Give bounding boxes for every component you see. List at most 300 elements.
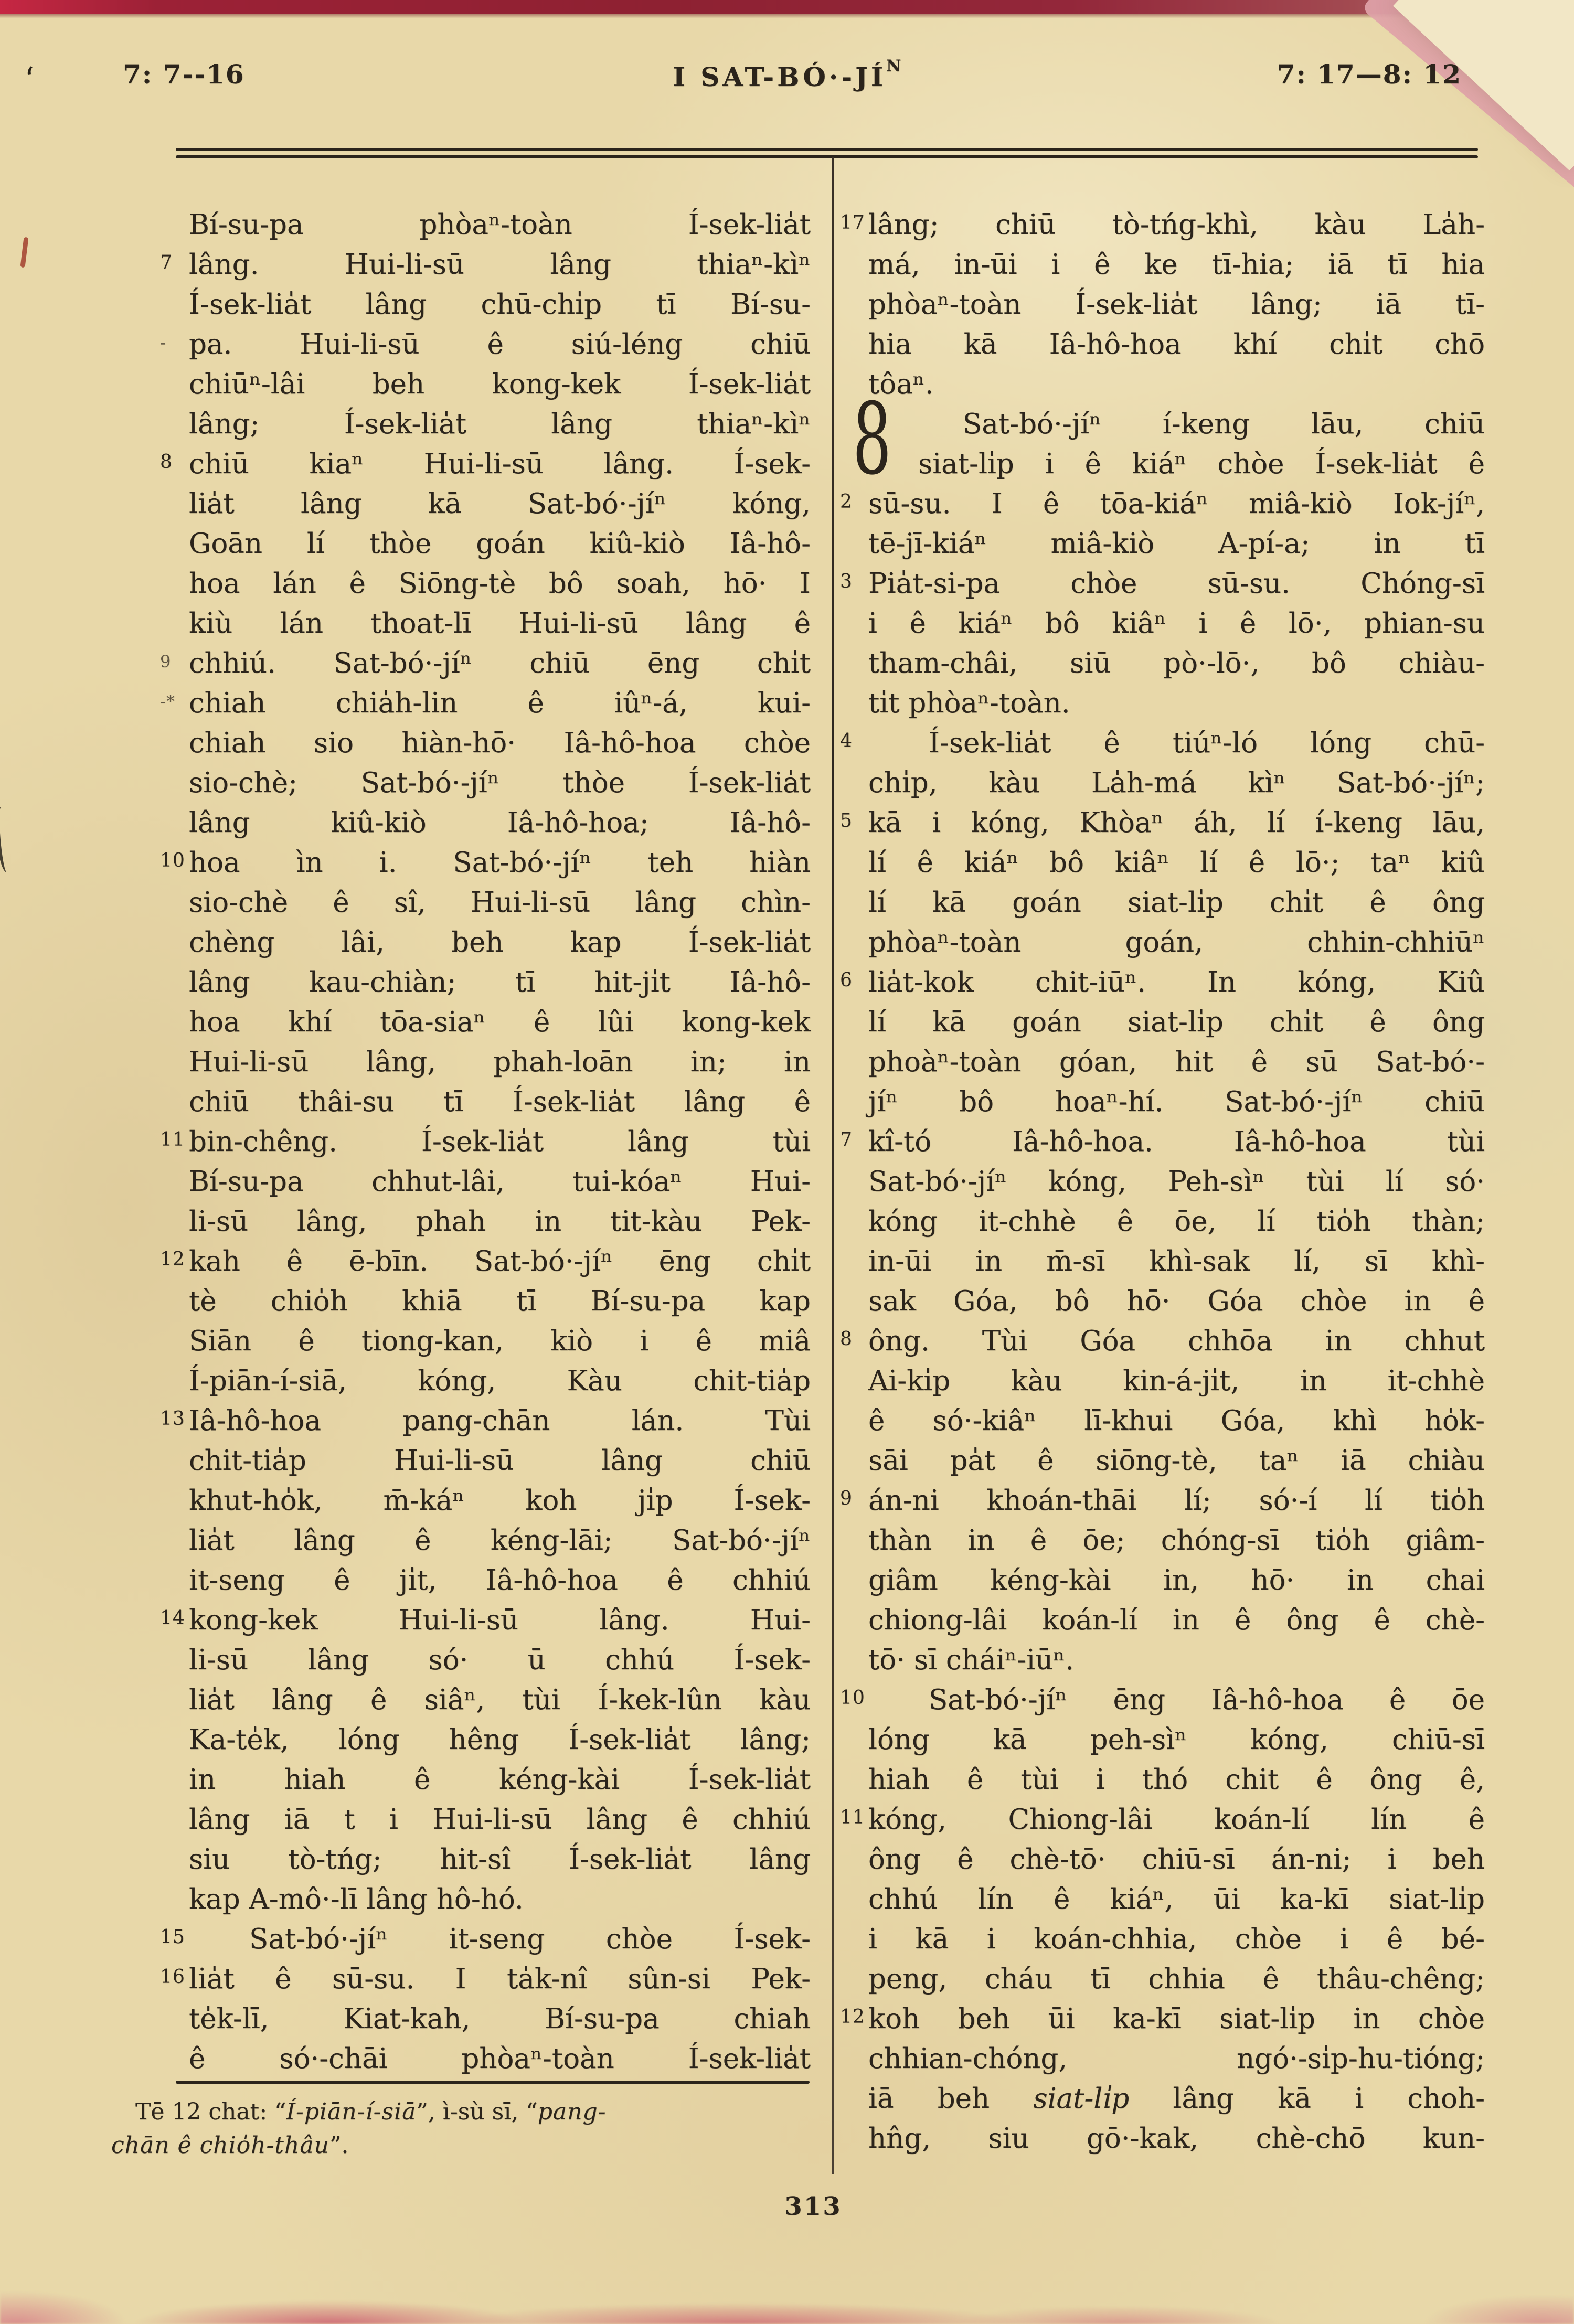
text-line [837,1721,1485,1761]
verse-number [837,684,868,689]
verse-number: 10 [840,1687,865,1709]
verse-text: chhiú. Sat-bó·-jíⁿ chiū ēng chi̍t [189,647,811,679]
verse-text: peng, cháu tī chhia ê thâu-chêng; [868,1963,1485,1995]
text-line [837,1521,1485,1561]
text-line [139,2000,811,2040]
verse-text: hn̂g, siu gō·-kak, chè-chō kun- [868,2123,1485,2155]
header-verse-range-right: 7: 17—8: 12 [1277,59,1462,90]
verse-number [837,1561,868,1566]
verse-text: hia kā Iâ-hô-hoa khí chi̍t chō [868,328,1485,360]
text-line [837,246,1485,285]
verse-number [837,1282,868,1287]
verse-number [837,325,868,331]
verse-number [837,1163,868,1168]
verse-text: chhian-chóng, ngó·-si̍p-hu-tióng; [868,2043,1485,2075]
text-line [139,1043,811,1083]
verse-text: phòaⁿ-toàn Í-sek-lia̍t lâng; iā tī- [868,289,1485,321]
verse-text: lia̍t lâng ê kéng-lāi; Sat-bó·-jíⁿ [189,1525,811,1557]
chapter-number-8: 8 [853,382,892,497]
verse-text: iā beh siat-li̍p lâng kā i choh- [868,2083,1485,2115]
verse-text: kong-kek Hui-li-sū lâng. Hui- [189,1604,811,1636]
verse-text: kî-tó Iâ-hô-hoa. Iâ-hô-hoa tùi [868,1126,1485,1158]
verse-text: chiong-lâi koán-lí in ê ông ê chè- [868,1604,1485,1636]
verse-text: Siān ê tiong-kan, kiò i ê miâ [189,1325,811,1357]
text-line [837,1761,1485,1800]
text-line [837,1960,1485,2000]
scan-artifact-edge-curve [0,806,14,873]
verse-number [837,1880,868,1885]
header-double-rule [176,148,1478,158]
verse-number [837,1242,868,1248]
text-line [139,1362,811,1402]
verse-text: hiah ê tùi i thó chit ê ông ê, [868,1764,1485,1796]
verse-number [139,883,189,889]
verse-number: 9 [160,652,172,671]
text-line [837,1362,1485,1402]
verse-number [837,1362,868,1367]
text-line [139,1282,811,1322]
verse-text: Sat-bó·-jíⁿ ēng Iâ-hô-hoa ê ōe [929,1684,1485,1716]
text-line [139,1202,811,1242]
text-line [837,1242,1485,1282]
text-line [139,724,811,764]
text-line [837,1561,1485,1601]
verse-text: chhú lín ê kiáⁿ, ūi ka-kī siat-li̍p [868,1883,1485,1915]
verse-text: chiū thâi-su tī Í-sek-lia̍t lâng ê [189,1086,811,1118]
text-line [139,1521,811,1561]
text-line [139,1840,811,1880]
verse-number [837,1202,868,1208]
text-line [837,1282,1485,1322]
text-line [139,923,811,963]
verse-text: hoa khí tōa-siaⁿ ê lûi kong-kek [189,1006,811,1038]
text-line [139,1920,811,1960]
verse-number [139,564,189,570]
text-line [139,206,811,246]
text-line [837,883,1485,923]
text-line [837,1481,1485,1521]
verse-number: -* [160,691,175,711]
verse-text: lia̍t-kok chit-iūⁿ. In kóng, Kiû [868,966,1485,998]
scan-artifact-mark: ‘ [22,60,39,101]
verse-text: hoa ìn i. Sat-bó·-jíⁿ teh hiàn [189,847,811,879]
verse-text: Í-sek-lia̍t lâng chū-chi̍p tī Bí-su- [189,289,811,321]
verse-text: Hui-li-sū lâng, phah-loān in; in [189,1046,811,1078]
text-line [139,325,811,365]
text-line [837,684,1485,724]
verse-number: - [160,333,166,353]
text-line [139,684,811,724]
verse-number: 2 [840,491,853,513]
verse-number [139,1083,189,1088]
text-line [139,1242,811,1282]
verse-text: siu tò-tńg; hit-sî Í-sek-lia̍t lâng [189,1843,811,1875]
text-line [837,963,1485,1003]
verse-text: án-ni khoán-thāi lí; só·-í lí tio̍h [868,1485,1485,1517]
verse-text: chèng lâi, beh kap Í-sek-lia̍t [189,926,811,958]
text-line [139,1681,811,1721]
verse-text: bin-chêng. Í-sek-lia̍t lâng tùi [189,1126,811,1158]
verse-number [139,1003,189,1008]
verse-text: lóng kā peh-sìⁿ kóng, chiū-sī [868,1724,1485,1756]
verse-text: Bí-su-pa phòaⁿ-toàn Í-sek-lia̍t [189,209,811,241]
verse-text: lâng kau-chiàn; tī hit-ji̍t Iâ-hô- [189,966,811,998]
verse-number [139,1481,189,1487]
verse-text: it-seng ê ji̍t, Iâ-hô-hoa ê chhiú [189,1564,811,1596]
verse-number [139,923,189,929]
text-line [837,365,1485,405]
text-line [837,206,1485,246]
text-line [837,525,1485,564]
verse-text: ê só·-kiâⁿ lī-khui Góa, khì ho̍k- [868,1405,1485,1437]
text-line [837,1322,1485,1362]
verse-number [837,1960,868,1965]
page-number: 313 [784,2192,842,2221]
text-line [139,883,811,923]
text-line [139,1721,811,1761]
verse-number: 6 [840,969,853,991]
verse-text: ê só·-chāi phòaⁿ-toàn Í-sek-lia̍t [189,2043,811,2075]
verse-number [139,804,189,809]
text-line [837,1681,1485,1721]
text-line [837,405,1485,445]
verse-text: chiah sio hiàn-hō· Iâ-hô-hoa chòe [189,727,811,759]
verse-number [139,2040,189,2045]
text-line [837,1601,1485,1641]
verse-text: sū-su. I ê tōa-kiáⁿ miâ-kiò Iok-jíⁿ, [868,488,1485,520]
verse-number [837,2080,868,2085]
text-line [837,2080,1485,2119]
footnote-rule [176,2081,810,2084]
verse-text: khut-ho̍k, m̄-káⁿ koh ji̍p Í-sek- [189,1485,811,1517]
footnote-line: Tē 12 chat: “Í-piān-í-siā”, ì-sù sī, “pang- [135,2098,607,2125]
verse-text: sāi pa̍t ê siōng-tè, taⁿ iā chiàu [868,1445,1485,1477]
verse-text: ti̍t phòaⁿ-toàn. [868,687,1070,719]
verse-number [837,844,868,849]
verse-number [837,883,868,889]
verse-text: tham-châi, siū pò·-lō·, bô chiàu- [868,647,1485,679]
text-line [837,923,1485,963]
text-line [139,1761,811,1800]
text-line [139,2040,811,2080]
verse-text: lâng iā t i Hui-li-sū lâng ê chhiú [189,1804,811,1836]
verse-number: 8 [840,1328,853,1350]
verse-number [139,1880,189,1885]
verse-number [837,1442,868,1447]
text-line [139,1481,811,1521]
book-title-text: I SAT-BÓ·-JÍ [673,61,887,92]
rule-line [176,155,1478,158]
verse-number [837,764,868,769]
text-line [139,1322,811,1362]
verse-number [139,1840,189,1846]
footnote-line: chān ê chio̍h-thâu”. [111,2132,349,2159]
text-line [837,844,1485,883]
verse-text: sio-chè ê sî, Hui-li-sū lâng chìn- [189,887,811,919]
verse-number [139,1681,189,1686]
text-line [837,1402,1485,1442]
scan-artifact-red-tick [20,237,28,268]
verse-number [139,1761,189,1766]
verse-number: 7 [160,252,173,273]
text-line [139,1960,811,2000]
verse-text: Í-sek-lia̍t ê tiúⁿ-ló lóng chū- [929,727,1485,759]
text-line [139,285,811,325]
verse-number [139,1163,189,1168]
verse-text: Goān lí thòe goán kiû-kiò Iâ-hô- [189,528,811,560]
verse-number [837,1043,868,1048]
left-text-column [139,206,811,2080]
verse-number [139,963,189,968]
book-title-superscript: N [886,57,901,76]
verse-text: lâng. Hui-li-sū lâng thiaⁿ-kìⁿ [189,249,811,281]
verse-number [837,246,868,251]
right-text-column [837,206,1485,2159]
verse-number: 15 [160,1926,185,1948]
verse-text: pa. Hui-li-sū ê siú-léng chiū [189,328,811,360]
text-line [139,604,811,644]
verse-number [837,1083,868,1088]
text-line [837,1083,1485,1123]
verse-text: sak Góa, bô hō· Góa chòe in ê [868,1285,1485,1317]
verse-text: Bí-su-pa chhut-lâi, tui-kóaⁿ Hui- [189,1166,811,1198]
verse-text: li-sū lâng só· ū chhú Í-sek- [189,1644,811,1676]
verse-text: chi̍p, kàu La̍h-má kìⁿ Sat-bó·-jíⁿ; [868,767,1485,799]
text-line [139,564,811,604]
verse-text: kah ê ē-bīn. Sat-bó·-jíⁿ ēng chi̍t [189,1245,811,1277]
verse-text: chiūⁿ-lâi beh kong-kek Í-sek-lia̍t [189,368,811,400]
text-line [139,1880,811,1920]
verse-number [837,1840,868,1846]
text-line [139,1561,811,1601]
text-line [139,1641,811,1681]
verse-text: jíⁿ bô hoaⁿ-hí. Sat-bó·-jíⁿ chiū [868,1086,1485,1118]
verse-text: lâng; Í-sek-lia̍t lâng thiaⁿ-kìⁿ [189,408,811,440]
text-line [837,1840,1485,1880]
verse-number [837,365,868,370]
verse-number [837,525,868,530]
verse-number [837,1402,868,1407]
verse-text: giâm kéng-kài in, hō· in chai [868,1564,1485,1596]
verse-text: sio-chè; Sat-bó·-jíⁿ thòe Í-sek-lia̍t [189,767,811,799]
text-line [837,724,1485,764]
verse-text: chit-tia̍p Hui-li-sū lâng chiū [189,1445,811,1477]
verse-text: Ka-te̍k, lóng hêng Í-sek-lia̍t lâng; [189,1724,811,1756]
verse-text: Sat-bó·-jíⁿ í-keng lāu, chiū [963,408,1485,440]
text-line [139,1163,811,1202]
verse-number [837,285,868,291]
verse-number [139,1282,189,1287]
verse-number [139,1800,189,1806]
text-line [837,1163,1485,1202]
verse-text: chiah chia̍h-lin ê iûⁿ-á, kui- [189,687,811,719]
verse-text: lia̍t lâng kā Sat-bó·-jíⁿ kóng, [189,488,811,520]
verse-text: ông. Tùi Góa chhōa in chhut [868,1325,1485,1357]
verse-text: tē-jī-kiáⁿ miâ-kiò A-pí-a; in tī [868,528,1485,560]
text-line [837,445,1485,485]
text-line [139,804,811,844]
verse-number: 17 [840,212,865,233]
text-line [139,525,811,564]
verse-number [139,1442,189,1447]
verse-text: lia̍t ê sū-su. I ta̍k-nî sûn-si Pek- [189,1963,811,1995]
text-line [139,1402,811,1442]
text-line [139,1083,811,1123]
verse-number: 9 [840,1488,853,1509]
verse-number [139,525,189,530]
verse-text: in hiah ê kéng-kài Í-sek-lia̍t [189,1764,811,1796]
verse-number [837,2040,868,2045]
verse-number [139,405,189,410]
verse-number [139,1322,189,1327]
verse-text: ông ê chè-tō· chiū-sī án-ni; i beh [868,1843,1485,1875]
verse-number [837,604,868,610]
text-line [139,1601,811,1641]
text-line [139,764,811,804]
verse-number [139,1043,189,1048]
verse-text: tō· sī cháiⁿ-iūⁿ. [868,1644,1074,1676]
text-line [837,604,1485,644]
verse-number [837,1761,868,1766]
verse-number: 3 [840,571,853,592]
verse-text: lâng; chiū tò-tńg-khì, kàu La̍h- [868,209,1485,241]
verse-number [837,1521,868,1527]
verse-number [837,644,868,649]
verse-text: phoàⁿ-toàn góan, hit ê sū Sat-bó·- [868,1046,1485,1078]
verse-number [139,1641,189,1646]
verse-text: hoa lán ê Siōng-tè bô soah, hō· I [189,568,811,600]
verse-text: in-ūi in m̄-sī khì-sak lí, sī khì- [868,1245,1485,1277]
verse-text: Iâ-hô-hoa pang-chān lán. Tùi [189,1405,811,1437]
verse-number [837,1721,868,1726]
verse-number [139,1721,189,1726]
verse-number [139,1561,189,1566]
verse-text: i ê kiáⁿ bô kiâⁿ i ê lō·, phian-su [868,607,1485,639]
text-line [139,485,811,525]
verse-number [139,485,189,490]
verse-text: phòaⁿ-toàn goán, chhin-chhiūⁿ [868,926,1485,958]
verse-number [837,1920,868,1925]
verse-number [837,1641,868,1646]
verse-number: 12 [840,2006,865,2028]
verse-number [837,2119,868,2125]
verse-number: 11 [840,1807,865,1828]
pink-stain-bottom [0,2274,1574,2324]
footnote [111,2095,825,2162]
verse-text: siat-li̍p i ê kiáⁿ chòe Í-sek-lia̍t ê [918,448,1485,480]
text-line [837,325,1485,365]
text-line [837,1800,1485,1840]
text-line [139,246,811,285]
text-line [837,1043,1485,1083]
verse-text: kā i kóng, Khòaⁿ áh, lí í-keng lāu, [868,807,1485,839]
verse-text: Sat-bó·-jíⁿ kóng, Peh-sìⁿ tùi lí só· [868,1166,1485,1198]
text-line [139,365,811,405]
verse-number [837,1003,868,1008]
verse-number: 14 [160,1607,185,1629]
verse-text: lí ê kiáⁿ bô kiâⁿ lí ê lō·; taⁿ kiû [868,847,1485,879]
text-line [837,485,1485,525]
text-line [837,1920,1485,1960]
verse-text: thàn in ê ōe; chóng-sī tio̍h giâm- [868,1525,1485,1557]
text-line [139,405,811,445]
text-line [837,1880,1485,1920]
verse-text: Ai-ki̍p kàu kin-á-ji̍t, in it-chhè [868,1365,1485,1397]
column-divider-rule [832,157,834,2174]
verse-number [139,206,189,211]
text-line [837,1003,1485,1043]
text-line [837,804,1485,844]
text-line [837,1442,1485,1481]
text-line [837,764,1485,804]
verse-text: lí kā goán siat-li̍p chi̍t ê ông [868,1006,1485,1038]
text-line [837,2119,1485,2159]
verse-text: chiū kiaⁿ Hui-li-sū lâng. Í-sek- [189,448,811,480]
text-line [139,1442,811,1481]
verse-number: 4 [840,730,853,752]
verse-text: lí kā goán siat-li̍p chi̍t ê ông [868,887,1485,919]
verse-text: kiù lán thoat-lī Hui-li-sū lâng ê [189,607,811,639]
verse-number [139,724,189,729]
verse-number [139,1362,189,1367]
verse-number: 12 [160,1249,185,1270]
text-line [837,564,1485,604]
verse-number [837,1601,868,1606]
verse-number [139,365,189,370]
verse-text: má, in-ūi i ê ke tī-hia; iā tī hia [868,249,1485,281]
verse-number: 11 [160,1129,185,1150]
verse-number [139,764,189,769]
text-line [837,1202,1485,1242]
verse-number [139,1202,189,1208]
verse-text: koh beh ūi ka-kī siat-li̍p in chòe [868,2003,1485,2035]
verse-text: Sat-bó·-jíⁿ it-seng chòe Í-sek- [249,1923,811,1955]
header-verse-range-left: 7: 7--16 [123,59,245,90]
text-line [837,1641,1485,1681]
verse-text: kóng, Chiong-lâi koán-lí lín ê [868,1804,1485,1836]
verse-text: tè chio̍h khiā tī Bí-su-pa kap [189,1285,811,1317]
verse-text: kap A-mô·-lī lâng hô-hó. [189,1883,524,1915]
text-line [139,963,811,1003]
text-line [837,644,1485,684]
verse-text: lâng kiû-kiò Iâ-hô-hoa; Iâ-hô- [189,807,811,839]
verse-number [139,1521,189,1527]
verse-number [139,604,189,610]
verse-text: i kā i koán-chhia, chòe i ê bé- [868,1923,1485,1955]
text-line [837,2040,1485,2080]
verse-text: lia̍t lâng ê siâⁿ, tùi Í-kek-lûn kàu [189,1684,811,1716]
text-line [139,1800,811,1840]
verse-text: Í-piān-í-siā, kóng, Kàu chit-tia̍p [189,1365,811,1397]
text-line [837,2000,1485,2040]
verse-text: tôaⁿ. [868,368,934,400]
text-line [837,1123,1485,1163]
verse-number: 7 [840,1129,853,1150]
verse-number [139,2000,189,2005]
verse-number: 13 [160,1408,185,1430]
verse-number: 5 [840,810,853,831]
text-line [139,844,811,883]
verse-text: te̍k-lī, Kiat-kah, Bí-su-pa chiah [189,2003,811,2035]
verse-number: 16 [160,1966,185,1988]
verse-number [837,923,868,929]
text-line [139,445,811,485]
verse-number: 10 [160,850,185,871]
verse-number: 8 [160,451,173,473]
rule-line [176,148,1478,151]
verse-text: kóng it-chhè ê ōe, lí tio̍h thàn; [868,1206,1485,1238]
text-line [139,1123,811,1163]
